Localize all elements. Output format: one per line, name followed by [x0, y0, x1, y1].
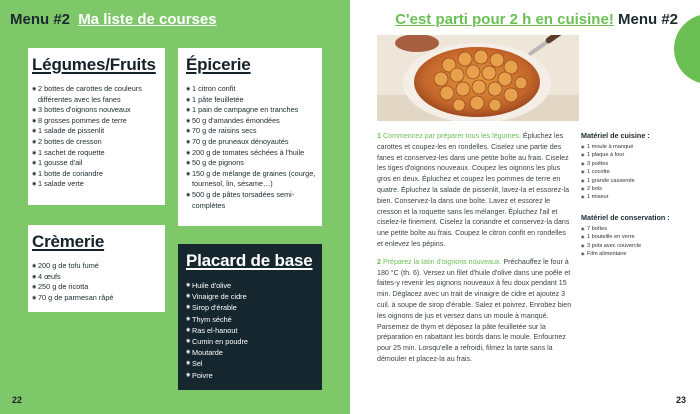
step-1-text: Épluchez les carottes et coupez-les en rondelles. Ciselez une partie des fanes et conservez-les dans une petite boîte au frais. Ciselez les tiges d'oignons nouveaux. Coupez les oignons les plus gros en deux. Épluchez et coupez les pommes de terre en quatre. Épluchez la salade de pissenlit, lavez-la et essorez-la bien. Conservez-la dans une boîte. Lavez et essorez le cresson et la roquette sans les mélanger. Épluchez l'ail et ciselez-le finement. Ciselez la coriandre et conservez-la dans une petite boîte au frais. Coupez le citron confit en rondelles et enlevez les pépins.	[377, 132, 570, 248]
list-item: ◉ 2 bottes de carottes de couleurs différentes avec les fanes	[32, 84, 159, 105]
list-item: ◉ 200 g de tomates séchées à l'huile	[186, 148, 316, 159]
list-item: ◉ 1 plaque à four	[581, 151, 676, 159]
page-number-left: 22	[12, 395, 23, 405]
list-item: ◉ Film alimentaire	[581, 250, 676, 258]
list-item: ◉ 1 gousse d'ail	[32, 158, 159, 169]
list-item: ◉ 500 g de pâtes torsadées semi-complètes	[186, 190, 316, 211]
list-item: ◉ Moutarde	[186, 347, 316, 358]
placard-list	[186, 280, 316, 381]
step-2	[377, 257, 572, 365]
list-item: ◉ 7 boîtes	[581, 225, 676, 233]
epicerie-list	[186, 84, 316, 211]
list-item: ◉ 200 g de tofu fumé	[32, 261, 159, 272]
recipe-steps	[377, 131, 572, 372]
list-item: ◉ 3 poêles	[581, 160, 676, 168]
menu-label: Menu #2	[10, 11, 71, 28]
list-item: ◉ Poivre	[186, 370, 316, 381]
cremerie-list	[32, 261, 159, 303]
list-item: ◉ 1 moule à manqué	[581, 143, 676, 151]
step-1-number: 1	[377, 132, 381, 140]
epicerie-card	[178, 48, 322, 226]
list-item: ◉ 150 g de mélange de graines (courge, tournesol, lin, sésame…)	[186, 169, 316, 190]
list-item: ◉ Ras el-hanout	[186, 325, 316, 336]
list-item: ◉ 1 botte de coriandre	[32, 169, 159, 180]
step-2-text: Préchauffez le four à 180 °C (th. 6). Versez un filet d'huile d'olive dans une poêle et faites-y revenir les oignons nouveaux à feu doux pendant 15 min. Déglacez avec un trait de vinaigre de cidre et ajoutez 3 cuil. à soupe de sirop d'érable. Salez et poivrez. Enrobez bien les oignons de jus et versez dans un moule à manqué. Parsemez de thym et déposez la pâte feuilletée sur la préparation en rabattant les bords dans le moule. Enfournez pour 25 min. Lorsqu'elle a refroidi, filmez la tarte sans la démouler et placez-la au frais.	[377, 257, 572, 363]
epicerie-title: Épicerie	[186, 55, 251, 74]
list-item: ◉ 70 g de raisins secs	[186, 126, 316, 137]
list-item: ◉ 1 salade de pissenlit	[32, 126, 159, 137]
tart-photo	[377, 35, 579, 121]
list-item: ◉ 50 g de pignons	[186, 158, 316, 169]
list-item: ◉ 1 pâte feuilletée	[186, 95, 316, 106]
shopping-list-title	[10, 11, 217, 28]
list-item: ◉ Sirop d'érable	[186, 302, 316, 313]
list-item: ◉ 2 bols	[581, 185, 676, 193]
list-item: ◉ 3 bottes d'oignons nouveaux	[32, 105, 159, 116]
kitchen-equipment-title: Matériel de cuisine :	[581, 131, 650, 140]
cremerie-card	[28, 225, 165, 312]
list-item: ◉ Huile d'olive	[186, 280, 316, 291]
list-item: ◉ 1 pain de campagne en tranches	[186, 105, 316, 116]
shopping-list-heading: Ma liste de courses	[78, 11, 217, 28]
list-item: ◉ Sel	[186, 358, 316, 369]
storage-equipment-list	[581, 225, 676, 259]
legumes-list	[32, 84, 159, 190]
step-2-lead: Préparez la tatin d'oignons nouveaux.	[382, 257, 502, 266]
list-item: ◉ 50 g d'amandes émondées	[186, 116, 316, 127]
step-1-lead: Commencez par préparer tous les légumes.	[382, 132, 521, 140]
legumes-title: Légumes/Fruits	[32, 55, 156, 74]
list-item: ◉ Vinaigre de cidre	[186, 291, 316, 302]
right-page	[350, 0, 700, 414]
cooking-title	[395, 11, 678, 28]
list-item: ◉ 1 citron confit	[186, 84, 316, 95]
page-number-right: 23	[675, 395, 686, 405]
cooking-heading: C'est parti pour 2 h en cuisine!	[395, 11, 614, 28]
list-item: ◉ 2 bottes de cresson	[32, 137, 159, 148]
list-item: ◉ 1 cocotte	[581, 168, 676, 176]
step-1	[377, 131, 572, 250]
list-item: ◉ 8 grosses pommes de terre	[32, 116, 159, 127]
list-item: ◉ Thym séché	[186, 314, 316, 325]
list-item: ◉ 4 œufs	[32, 272, 159, 283]
kitchen-equipment-list	[581, 143, 676, 202]
tart-illustration	[377, 35, 579, 121]
list-item: ◉ 1 sachet de roquette	[32, 148, 159, 159]
list-item: ◉ 1 salade verte	[32, 179, 159, 190]
list-item: ◉ 1 grande casserole	[581, 177, 676, 185]
cremerie-title: Crèmerie	[32, 232, 105, 251]
placard-card	[178, 244, 322, 390]
list-item: ◉ 70 g de parmesan râpé	[32, 293, 159, 304]
storage-equipment-title: Matériel de conservation :	[581, 212, 670, 222]
menu-label-right: Menu #2	[617, 11, 678, 28]
list-item: ◉ 70 g de pruneaux dénoyautés	[186, 137, 316, 148]
list-item: ◉ 1 mixeur	[581, 193, 676, 201]
step-2-number: 2	[377, 257, 381, 266]
legumes-card	[28, 48, 165, 205]
list-item: ◉ Cumin en poudre	[186, 336, 316, 347]
list-item: ◉ 1 bouteille en verre	[581, 233, 676, 241]
placard-title: Placard de base	[186, 251, 313, 270]
equipment-sidebar	[581, 131, 676, 269]
list-item: ◉ 250 g de ricotta	[32, 282, 159, 293]
list-item: ◉ 3 pots avec couvercle	[581, 242, 676, 250]
